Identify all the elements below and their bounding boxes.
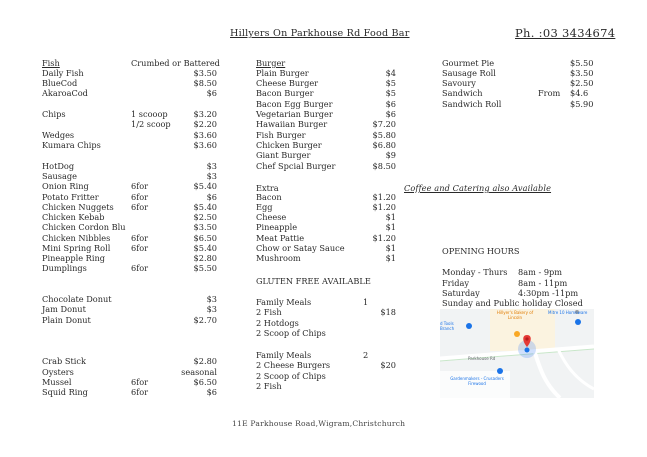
family-meal-label: Family Meals: [256, 297, 312, 307]
hours-row: [442, 298, 612, 308]
item-price: seasonal: [181, 367, 217, 377]
item-price: $5.40: [193, 181, 217, 191]
burger-name: Vegetarian Burger: [256, 109, 333, 119]
hours-day: Monday - Thurs: [442, 267, 508, 277]
extra-name: Mushroom: [256, 253, 301, 263]
item-name: Plain Donut: [42, 315, 91, 325]
item-price: $8.50: [193, 78, 217, 88]
hours-day: Saturday: [442, 288, 480, 298]
family-meal-price: $18: [380, 307, 396, 318]
hours-row: [442, 278, 612, 288]
burger-item: [256, 130, 396, 140]
item-name: Crab Stick: [42, 356, 86, 366]
item-name: Chocolate Donut: [42, 294, 112, 304]
burger-price: $7.20: [372, 119, 396, 129]
family-meal-item-name: 2 Cheese Burgers: [256, 360, 331, 371]
extra-name: Meat Pattie: [256, 233, 305, 243]
extra-price: $1: [385, 253, 396, 263]
family-meal-item-name: 2 Fish: [256, 307, 282, 318]
menu-item: [42, 367, 217, 377]
extra-heading: Extra: [256, 183, 279, 193]
family-meal-heading-row: [256, 350, 396, 360]
burger-item: [256, 68, 396, 78]
menu-item: [42, 263, 217, 273]
family-meal-item: [256, 381, 396, 391]
item-name: BlueCod: [42, 78, 78, 88]
burger-name: Hawaiian Burger: [256, 119, 328, 129]
burger-item: [256, 150, 396, 160]
menu-item: [42, 315, 217, 325]
item-price: $3: [206, 161, 217, 171]
extra-item: [256, 192, 396, 202]
family-meal-item: [256, 360, 396, 370]
item-qty: 6for: [131, 202, 149, 212]
gluten-free-row: [256, 276, 406, 286]
burger-price: $5: [385, 78, 396, 88]
hours-time: 8am - 9pm: [518, 267, 563, 277]
item-price: $5.40: [193, 202, 217, 212]
item-name: HotDog: [42, 161, 75, 171]
menu-item: [442, 99, 592, 109]
burger-name: Chicken Burger: [256, 140, 322, 150]
burger-price: $8.50: [372, 161, 396, 171]
item-qty: 6for: [131, 243, 149, 253]
menu-item: [42, 140, 217, 150]
map-poi-mitre: Mitre 10 Homeware: [548, 310, 588, 315]
menu-item: [442, 78, 592, 88]
fish-heading: Fish: [42, 58, 60, 68]
family-meal-number: 1: [363, 297, 369, 307]
extra-price: $1: [385, 222, 396, 232]
item-qty: 6for: [131, 233, 149, 243]
extra-name: Bacon: [256, 192, 282, 202]
item-price: $3.50: [193, 68, 217, 78]
gluten-free-note: GLUTEN FREE AVAILABLE: [256, 276, 371, 286]
family-meal-item: [256, 318, 396, 328]
extra-item: [256, 233, 396, 243]
menu-item: [442, 58, 592, 68]
item-price: $6.50: [193, 233, 217, 243]
coffee-catering-note: Coffee and Catering also Available: [404, 183, 552, 193]
burger-item: [256, 161, 396, 171]
burger-price: $6: [385, 109, 396, 119]
item-price: $2.20: [193, 119, 217, 129]
item-name: Mussel: [42, 377, 72, 387]
burger-item: [256, 88, 396, 98]
item-name: Onion Ring: [42, 181, 89, 191]
menu-item: [42, 356, 217, 366]
menu-item: [42, 243, 217, 253]
menu-item: [42, 181, 217, 191]
item-name: Chicken Cordon Blu: [42, 222, 126, 232]
item-name: Kumara Chips: [42, 140, 101, 150]
extra-item: [256, 243, 396, 253]
menu-item: [42, 109, 217, 119]
item-qty: From: [538, 88, 561, 98]
menu-item: [42, 88, 217, 98]
item-qty: 1 scooop: [131, 109, 168, 119]
item-price: $3: [206, 171, 217, 181]
family-meal-heading-row: [256, 297, 396, 307]
fish-heading-row: [42, 58, 220, 68]
item-name: Sausage: [42, 171, 77, 181]
burger-heading-row: [256, 58, 396, 68]
item-qty: 1/2 scoop: [131, 119, 171, 129]
extra-price: $1: [385, 212, 396, 222]
menu-item: [442, 88, 592, 98]
hours-day: Sunday and Public holiday Closed: [442, 298, 583, 308]
burger-name: Bacon Egg Burger: [256, 99, 333, 109]
item-name: Daily Fish: [42, 68, 84, 78]
family-meal-label: Family Meals: [256, 350, 312, 360]
item-name: Savoury: [442, 78, 476, 88]
hours-time: 8am - 11pm: [518, 278, 568, 288]
menu-item: [42, 171, 217, 181]
item-name: Sausage Roll: [442, 68, 496, 78]
family-meal-number: 2: [363, 350, 369, 360]
item-price: $6: [206, 192, 217, 202]
menu-item: [42, 130, 217, 140]
item-name: Wedges: [42, 130, 75, 140]
item-qty: 6for: [131, 192, 149, 202]
burger-name: Giant Burger: [256, 150, 311, 160]
item-price: $4.6: [570, 88, 589, 98]
menu-item: [442, 68, 592, 78]
burger-name: Chef Spcial Burger: [256, 161, 336, 171]
item-name: Oysters: [42, 367, 74, 377]
item-price: $3.50: [570, 68, 594, 78]
extra-price: $1: [385, 243, 396, 253]
item-name: Chicken Nuggets: [42, 202, 114, 212]
item-price: $2.50: [193, 212, 217, 222]
item-price: $5.90: [570, 99, 594, 109]
fish-subheading: Crumbed or Battered: [131, 58, 220, 68]
item-price: $3: [206, 304, 217, 314]
page-title: Hillyers On Parkhouse Rd Food Bar: [230, 28, 410, 39]
item-price: $2.50: [570, 78, 594, 88]
map-poi-garden: Gardenmakers - Crusaders Firewood: [450, 376, 504, 386]
item-name: Pineapple Ring: [42, 253, 105, 263]
item-name: Potato Fritter: [42, 192, 99, 202]
item-name: Chicken Nibbles: [42, 233, 111, 243]
menu-item: [42, 377, 217, 387]
item-qty: 6for: [131, 387, 149, 397]
menu-item: [42, 192, 217, 202]
hours-row: [442, 288, 612, 298]
extra-price: $1.20: [372, 192, 396, 202]
item-price: $5.50: [570, 58, 594, 68]
item-name: Jam Donut: [42, 304, 86, 314]
item-name: Chicken Kebab: [42, 212, 105, 222]
hours-time: 4:30pm -11pm: [518, 288, 579, 298]
menu-item: [42, 202, 217, 212]
item-qty: 6for: [131, 377, 149, 387]
footer-address: 11E Parkhouse Road,Wigram,Christchurch: [232, 419, 406, 428]
burger-item: [256, 140, 396, 150]
extra-name: Egg: [256, 202, 273, 212]
item-price: $6: [206, 387, 217, 397]
burger-item: [256, 119, 396, 129]
location-map[interactable]: [440, 309, 594, 398]
menu-item: [42, 68, 217, 78]
hours-heading-row: [442, 246, 592, 256]
family-meal-price: $20: [380, 360, 396, 371]
item-price: $2.80: [193, 356, 217, 366]
item-price: $6: [206, 88, 217, 98]
family-meal-item-name: 2 Hotdogs: [256, 317, 299, 328]
burger-price: $9: [385, 150, 396, 160]
map-poi-tools: d Tools Branch: [440, 321, 455, 331]
menu-item: [42, 304, 217, 314]
item-name: AkaroaCod: [42, 88, 88, 98]
menu-item: [42, 387, 217, 397]
extra-item: [256, 222, 396, 232]
extra-item: [256, 253, 396, 263]
map-poi-bakery: Hillyer's Bakery of Lincoln: [496, 310, 534, 320]
item-price: $3.60: [193, 140, 217, 150]
burger-price: $5.80: [372, 130, 396, 140]
item-qty: 6for: [131, 263, 149, 273]
burger-name: Plain Burger: [256, 68, 309, 78]
phone-number: Ph. :03 3434674: [515, 26, 616, 40]
family-meal-item-name: 2 Scoop of Chips: [256, 327, 326, 338]
burger-price: $5: [385, 88, 396, 98]
item-name: Mini Spring Roll: [42, 243, 111, 253]
item-name: Sandwich Roll: [442, 99, 502, 109]
extra-name: Cheese: [256, 212, 287, 222]
item-price: $3.20: [193, 109, 217, 119]
burger-heading: Burger: [256, 58, 286, 68]
burger-item: [256, 99, 396, 109]
item-price: $6.50: [193, 377, 217, 387]
extra-name: Pineapple: [256, 222, 298, 232]
item-name: Gourmet Pie: [442, 58, 495, 68]
item-price: $5.40: [193, 243, 217, 253]
menu-item: [42, 294, 217, 304]
family-meal-item: [256, 307, 396, 317]
menu-item: [42, 78, 217, 88]
item-price: $3.50: [193, 222, 217, 232]
extra-item: [256, 202, 396, 212]
item-price: $3.60: [193, 130, 217, 140]
extra-name: Chow or Satay Sauce: [256, 243, 345, 253]
item-price: $3: [206, 294, 217, 304]
item-name: Squid Ring: [42, 387, 88, 397]
extra-item: [256, 212, 396, 222]
family-meal-item-name: 2 Fish: [256, 380, 282, 391]
item-qty: 6for: [131, 181, 149, 191]
family-meal-item-name: 2 Scoop of Chips: [256, 370, 326, 381]
extra-price: $1.20: [372, 202, 396, 212]
hours-heading: OPENING HOURS: [442, 246, 520, 256]
item-price: $5.50: [193, 263, 217, 273]
family-meal-item: [256, 328, 396, 338]
menu-item: [42, 233, 217, 243]
menu-item: [42, 253, 217, 263]
burger-price: $6: [385, 99, 396, 109]
map-road-label: Parkhouse Rd: [468, 356, 496, 361]
burger-price: $4: [385, 68, 396, 78]
family-meal-item: [256, 371, 396, 381]
burger-name: Cheese Burger: [256, 78, 319, 88]
burger-item: [256, 109, 396, 119]
menu-item: [42, 222, 217, 232]
item-price: $2.70: [193, 315, 217, 325]
item-price: $2.80: [193, 253, 217, 263]
item-name: Sandwich: [442, 88, 483, 98]
hours-row: [442, 267, 612, 277]
burger-price: $6.80: [372, 140, 396, 150]
menu-item: [42, 119, 217, 129]
item-name: Chips: [42, 109, 66, 119]
burger-name: Bacon Burger: [256, 88, 314, 98]
menu-item: [42, 161, 217, 171]
item-name: Dumplings: [42, 263, 87, 273]
burger-name: Fish Burger: [256, 130, 306, 140]
burger-item: [256, 78, 396, 88]
menu-item: [42, 212, 217, 222]
extra-price: $1.20: [372, 233, 396, 243]
hours-day: Friday: [442, 278, 469, 288]
